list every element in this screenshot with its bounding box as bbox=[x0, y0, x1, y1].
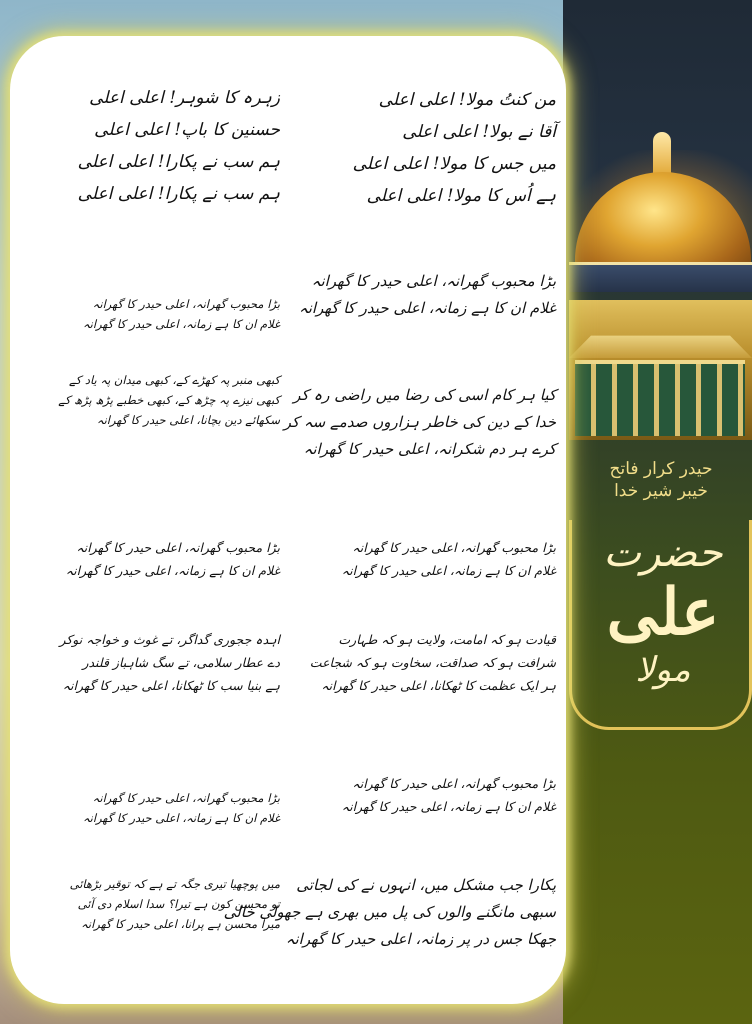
verse-stanza bbox=[288, 628, 556, 697]
verse-stanza bbox=[24, 370, 280, 430]
poem-line: میرا محسن ہے پرانا، اعلی حیدر کا گھرانہ bbox=[81, 917, 280, 931]
poem-line: جھکا جس در پر زمانہ، اعلی حیدر کا گھرانہ bbox=[285, 930, 556, 948]
calligraphy-name: علی bbox=[606, 575, 720, 650]
poem-line: کیا ہر کام اسی کی رضا میں راضی رہ کر bbox=[293, 386, 556, 404]
shrine-arches bbox=[575, 360, 745, 436]
intro-stanza bbox=[288, 84, 556, 212]
poem-line: کرے ہر دم شکرانہ، اعلی حیدر کا گھرانہ bbox=[303, 440, 556, 458]
poem-line: خدا کے دین کی خاطر ہزاروں صدمے سہ کر bbox=[283, 413, 556, 431]
verse-stanza bbox=[24, 874, 280, 934]
verse-stanza bbox=[283, 382, 556, 463]
poem-line: بڑا محبوب گھرانہ، اعلی حیدر کا گھرانہ bbox=[352, 776, 556, 791]
poem-line: غلام ان کا ہے زمانہ، اعلی حیدر کا گھرانہ bbox=[341, 563, 556, 578]
poem-line: آقا نے بولا! اعلی اعلی bbox=[402, 122, 556, 142]
calligraphy-title: حضرت bbox=[603, 530, 723, 576]
poem-line: کبھی منبر پہ کھڑے کے، کبھی میدان پہ یاد کے bbox=[68, 373, 280, 387]
banner-calligraphy-large bbox=[577, 528, 749, 698]
poem-line: زہرہ کا شوہر! اعلی اعلی bbox=[89, 88, 280, 108]
poem-line: تو محسن کون ہے تیرا؟ سدا اسلام دی آئی bbox=[77, 897, 280, 911]
shrine-banner bbox=[563, 0, 752, 1024]
poem-line: سبھی مانگنے والوں کی پل میں بھری ہے جھولی خالی bbox=[223, 903, 556, 921]
banner-calligraphy-small bbox=[581, 458, 741, 502]
poem-line: غلام ان کا ہے زمانہ، اعلی حیدر کا گھرانہ bbox=[341, 799, 556, 814]
poem-line: حسنین کا باپ! اعلی اعلی bbox=[94, 120, 280, 140]
poem-line: شرافت ہو کہ صداقت، سخاوت ہو کہ شجاعت bbox=[309, 655, 556, 670]
poem-line: میں پوچھیا تیری جگہ تے ہے کہ توقیر بڑھائی bbox=[69, 877, 280, 891]
poem-line: بڑا محبوب گھرانہ، اعلی حیدر کا گھرانہ bbox=[92, 297, 280, 311]
poem-line: من کنتُ مولا! اعلی اعلی bbox=[378, 90, 556, 110]
poem-line: ہر ایک عظمت کا ٹھکانا، اعلی حیدر کا گھرانہ bbox=[321, 678, 556, 693]
poem-line: غلام ان کا ہے زمانہ، اعلی حیدر کا گھرانہ bbox=[298, 299, 556, 317]
poem-line: ہے بنیا سب کا ٹھکانا، اعلی حیدر کا گھرانہ bbox=[62, 678, 280, 693]
poem-line: کبھی نیزے پہ چڑھ کے، کبھی خطبے پڑھ پڑھ کے bbox=[58, 393, 280, 407]
poem-line: غلام ان کا ہے زمانہ، اعلی حیدر کا گھرانہ bbox=[82, 811, 280, 825]
calligraphy-line: خیبر شیر خدا bbox=[614, 481, 708, 501]
poem-line: ہم سب نے پکارا! اعلی اعلی bbox=[77, 152, 280, 172]
calligraphy-subtitle: مولا bbox=[635, 650, 691, 690]
chorus-stanza bbox=[288, 772, 556, 818]
poem-line: بڑا محبوب گھرانہ، اعلی حیدر کا گھرانہ bbox=[92, 791, 280, 805]
poem-line: بڑا محبوب گھرانہ، اعلی حیدر کا گھرانہ bbox=[311, 272, 556, 290]
poem-line: ہم سب نے پکارا! اعلی اعلی bbox=[77, 184, 280, 204]
poem-line: غلام ان کا ہے زمانہ، اعلی حیدر کا گھرانہ bbox=[82, 317, 280, 331]
chorus-stanza bbox=[24, 788, 280, 828]
chorus-stanza bbox=[24, 294, 280, 334]
poem-line: سکھائے دین بچانا، اعلی حیدر کا گھرانہ bbox=[96, 413, 280, 427]
dome-drum bbox=[569, 262, 752, 292]
verse-stanza bbox=[223, 872, 556, 953]
chorus-stanza bbox=[288, 268, 556, 322]
poem-line: پکارا جب مشکل میں، انہوں نے کی لجاتی bbox=[296, 876, 556, 894]
poem-line: قیادت ہو کہ امامت، ولایت ہو کہ طہارت bbox=[338, 632, 556, 647]
intro-stanza bbox=[24, 82, 280, 210]
chorus-stanza bbox=[24, 536, 280, 582]
poem-line: میں جس کا مولا! اعلی اعلی bbox=[352, 154, 556, 174]
calligraphy-line: حیدر کرار فاتح bbox=[609, 459, 713, 479]
verse-stanza bbox=[24, 628, 280, 697]
poem-line: غلام ان کا ہے زمانہ، اعلی حیدر کا گھرانہ bbox=[65, 563, 280, 578]
chorus-stanza bbox=[288, 536, 556, 582]
poem-line: دے عطار سلامی، تے سگ شاہباز قلندر bbox=[82, 655, 280, 670]
poem-line: بڑا محبوب گھرانہ، اعلی حیدر کا گھرانہ bbox=[352, 540, 556, 555]
poem-line: ہے اُس کا مولا! اعلی اعلی bbox=[366, 186, 556, 206]
poem-line: بڑا محبوب گھرانہ، اعلی حیدر کا گھرانہ bbox=[76, 540, 280, 555]
poem-card bbox=[10, 36, 566, 1004]
poem-line: اہدہ ججوری گداگر، تے غوث و خواجہ نوکر bbox=[59, 632, 280, 647]
